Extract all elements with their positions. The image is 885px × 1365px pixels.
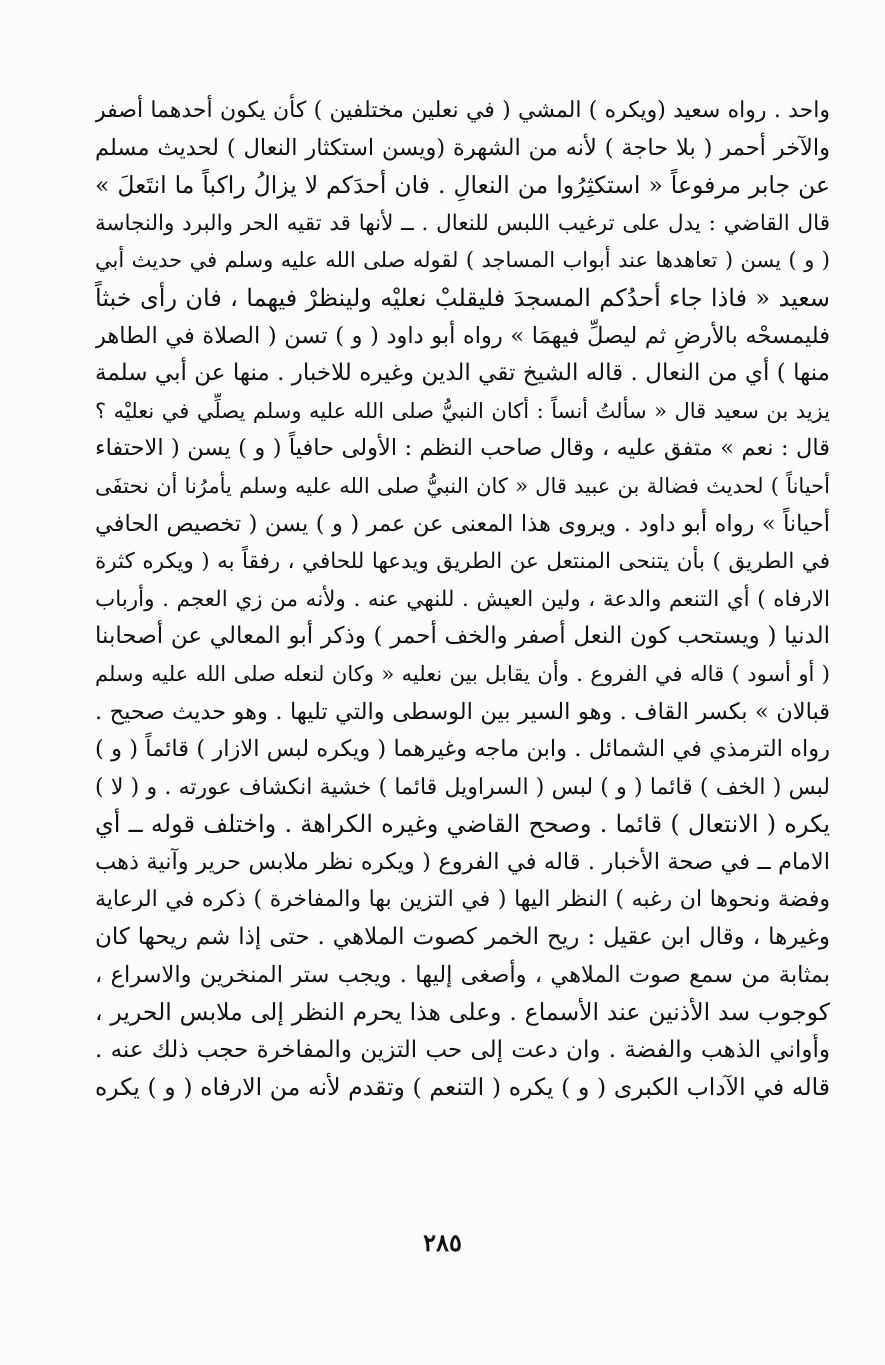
text-line: لبس ( الخف ) قائما ( و ) لبس ( السراويل قائما ) خشية انكشاف عورته . و ( لا ) [95,774,830,800]
text-line: منها ) أي من النعال . قاله الشيخ تقي الدين وغيره للاخبار . منها عن أبي سلمة [95,360,830,387]
text-line: قبالان » بكسر القاف . وهو السير بين الوسطى والتي تليها . وهو حديث صحيح . [95,698,830,725]
text-line: الارفاه ) أي التنعم والدعة ، ولين العيش . للنهي عنه . ولأنه من زي العجم . وأرباب [95,586,830,612]
text-line: قال القاضي : يدل على ترغيب اللبس للنعال . ــ لأنها قد تقيه الحر والبرد والنجاسة [95,210,830,236]
text-line: والآخر أحمر ( بلا حاجة ) لأنه من الشهرة (ويسن استكثار النعال ) لحديث مسلم [95,134,830,161]
text-line: سعيد « فاذا جاء أحدُكم المسجدَ فليقلبْ نعليْه ولينظرْ فيهما ، فان رأى خبثاً [95,283,830,312]
text-line: ( و ) يسن ( تعاهدها عند أبواب المساجد ) لقوله صلى الله عليه وسلم في حديث أبي [95,248,830,273]
text-line: واحد . رواه سعيد (ويكره ) المشي ( في نعلين مختلفين ) كأن يكون أحدهما أصفر [95,98,830,123]
text-line: في الطريق ) بأن يتنحى المنتعل عن الطريق ويدعها للحافي ، رفقاً به ( ويكره كثرة [95,549,830,575]
text-line: الدنيا ( ويستحب كون النعل أصفر والخف أحمر ) وذكر أبو المعالي عن أصحابنا [95,623,830,650]
text-line: أحياناً ) لحديث فضالة بن عبيد قال « كان النبيُّ صلى الله عليه وسلم يأمرُنا أن نحتفَى [95,473,830,498]
text-line: وفضة ونحوها ان رغبه ) النظر اليها ( في التزين بها والمفاخرة ) ذكره في الرعاية [95,887,830,913]
text-line: وأواني الذهب والفضة . وان دعت إلى حب التزين والمفاخرة حجب ذلك عنه . [95,1036,830,1063]
text-line: الامام ــ في صحة الأخبار . قاله في الفروع ( ويكره نظر ملابس حرير وآنية ذهب [95,848,830,875]
text-line: فليمسحْه بالأرضِ ثم ليصلِّ فيهمَا » رواه أبو داود ( و ) تسن ( الصلاة في الطاهر [95,322,830,349]
text-line: يكره ( الانتعال ) قائما . وصحح القاضي وغيره الكراهة . واختلف قوله ــ أي [95,810,830,839]
text-line: وغيرها ، وقال ابن عقيل : ريح الخمر كصوت الملاهي . حتى إذا شم ريحها كان [95,924,830,951]
text-line: بمثابة من سمع صوت الملاهي ، وأصغى إليها . ويجب ستر المنخرين والاسراع ، [95,961,830,988]
text-line: رواه الترمذي في الشمائل . وابن ماجه وغيرهما ( ويكره لبس الازار ) قائماً ( و ) [95,736,830,763]
text-line: قال : نعم » متفق عليه ، وقال صاحب النظم : الأولى حافياً ( و ) يسن ( الاحتفاء [95,435,830,462]
text-line: يزيد بن سعيد قال « سألتُ أنساً : أكان النبيُّ صلى الله عليه وسلم يصلِّي في نعليْه ؟ [95,398,830,423]
text-line: كوجوب سد الأذنين عند الأسماع . وعلى هذا يحرم النظر إلى ملابس الحرير ، [95,998,830,1027]
text-line: قاله في الآداب الكبرى ( و ) يكره ( التنعم ) وتقدم لأنه من الارفاه ( و ) يكره [95,1073,830,1102]
page-number: ٢٨٥ [423,1228,462,1257]
text-line: عن جابر مرفوعاً « استكثِرُوا من النعالِ . فان أحدَكم لا يزالُ راكباً ما انتَعلَ » [95,171,830,200]
body-text [95,92,830,1107]
text-line: أحياناً » رواه أبو داود . ويروى هذا المعنى عن عمر ( و ) يسن ( تخصيص الحافي [95,510,830,537]
text-line: ( أو أسود ) قاله في الفروع . وأن يقابل بين نعليه « وكان لنعله صلى الله عليه وسلم [95,661,830,686]
